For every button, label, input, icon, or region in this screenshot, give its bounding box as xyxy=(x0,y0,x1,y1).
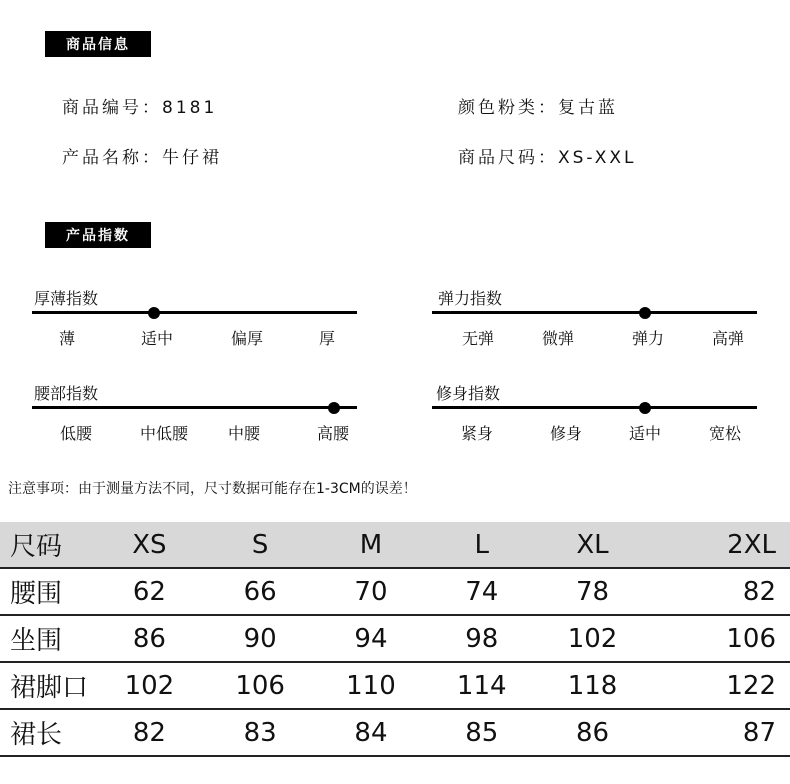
measurement-note: 注意事项：由于测量方法不同，尺寸数据可能存在1-3CM的误差！ xyxy=(8,481,417,497)
index-level: 中低腰 xyxy=(139,424,188,443)
table-cell: 裙长 xyxy=(0,709,94,756)
table-cell: 62 xyxy=(94,568,205,615)
table-cell: 82 xyxy=(94,709,205,756)
table-cell: 102 xyxy=(94,662,205,709)
table-header-cell: 尺码 xyxy=(0,522,94,568)
index-level: 微弹 xyxy=(541,329,574,348)
index-marker xyxy=(639,402,651,414)
table-cell: 102 xyxy=(537,615,648,662)
table-cell: 74 xyxy=(426,568,537,615)
table-cell: 腰围 xyxy=(0,568,94,615)
size-range: 商品尺码：XS-XXL xyxy=(458,148,637,168)
table-header-cell: L xyxy=(426,522,537,568)
table-header-cell: S xyxy=(205,522,316,568)
table-cell: 66 xyxy=(205,568,316,615)
index-marker xyxy=(148,307,160,319)
table-cell: 坐围 xyxy=(0,615,94,662)
table-cell: 90 xyxy=(205,615,316,662)
color-category: 颜色粉类：复古蓝 xyxy=(458,98,618,118)
index-level: 修身 xyxy=(549,424,582,443)
table-cell: 83 xyxy=(205,709,316,756)
index-level: 无弹 xyxy=(461,329,494,348)
index-title: 腰部指数 xyxy=(34,384,99,403)
item-number: 商品编号：8181 xyxy=(62,98,218,118)
index-marker xyxy=(639,307,651,319)
index-title: 弹力指数 xyxy=(438,289,503,308)
table-cell: 裙脚口 xyxy=(0,662,94,709)
table-cell: 110 xyxy=(316,662,427,709)
index-level: 高腰 xyxy=(316,424,349,443)
index-level: 宽松 xyxy=(708,424,741,443)
table-row xyxy=(0,615,790,662)
table-cell: 106 xyxy=(205,662,316,709)
index-level: 低腰 xyxy=(59,424,92,443)
index-title: 修身指数 xyxy=(436,384,501,403)
table-header-cell: 2XL xyxy=(648,522,790,568)
index-marker xyxy=(328,402,340,414)
table-row xyxy=(0,709,790,756)
table-cell: 118 xyxy=(537,662,648,709)
table-cell: 114 xyxy=(426,662,537,709)
table-row xyxy=(0,662,790,709)
table-cell: 94 xyxy=(316,615,427,662)
table-header-cell: XS xyxy=(94,522,205,568)
table-cell: 85 xyxy=(426,709,537,756)
table-cell: 86 xyxy=(537,709,648,756)
table-cell: 84 xyxy=(316,709,427,756)
index-level: 薄 xyxy=(58,329,75,348)
index-level: 高弹 xyxy=(711,329,744,348)
section-tag-product-info: 商品信息 xyxy=(45,31,151,57)
index-scale-line xyxy=(432,311,757,314)
table-cell: 82 xyxy=(648,568,790,615)
index-title: 厚薄指数 xyxy=(34,289,99,308)
section-tag-product-index: 产品指数 xyxy=(45,222,151,248)
index-level: 偏厚 xyxy=(230,329,263,348)
table-row xyxy=(0,568,790,615)
index-level: 紧身 xyxy=(460,424,493,443)
size-table xyxy=(0,522,790,757)
product-name: 产品名称：牛仔裙 xyxy=(62,148,222,168)
table-cell: 78 xyxy=(537,568,648,615)
table-header-cell: XL xyxy=(537,522,648,568)
index-level: 适中 xyxy=(140,329,173,348)
index-level: 中腰 xyxy=(227,424,260,443)
table-cell: 98 xyxy=(426,615,537,662)
index-level: 适中 xyxy=(628,424,661,443)
table-cell: 70 xyxy=(316,568,427,615)
table-cell: 122 xyxy=(648,662,790,709)
table-cell: 106 xyxy=(648,615,790,662)
index-level: 弹力 xyxy=(631,329,664,348)
index-level: 厚 xyxy=(318,329,335,348)
index-scale-line xyxy=(32,311,357,314)
table-header-cell: M xyxy=(316,522,427,568)
table-cell: 87 xyxy=(648,709,790,756)
table-header-row xyxy=(0,522,790,568)
table-cell: 86 xyxy=(94,615,205,662)
index-scale-line xyxy=(432,406,757,409)
index-scale-line xyxy=(32,406,357,409)
